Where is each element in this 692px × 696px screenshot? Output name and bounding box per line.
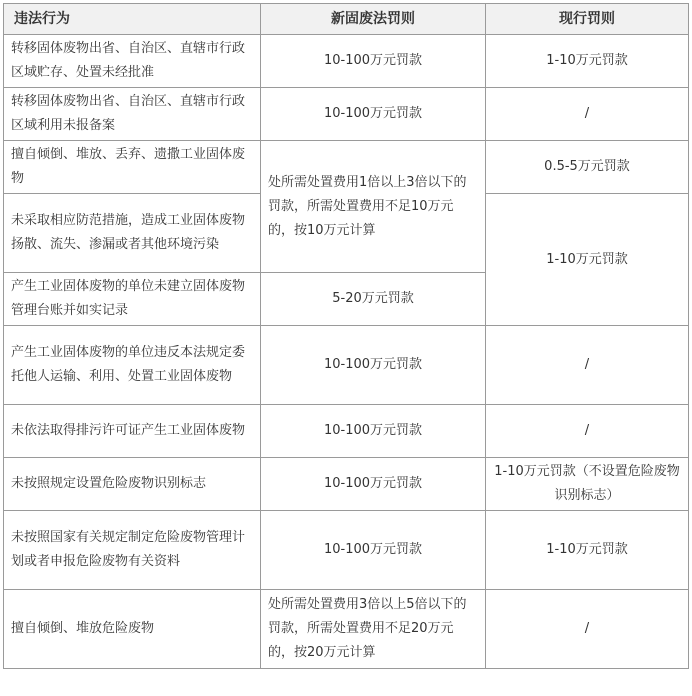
table-row <box>4 88 689 141</box>
violation-cell: 擅自倾倒、堆放、丢弃、遗撒工业固体废物 <box>4 141 261 194</box>
current-cell: / <box>486 590 689 669</box>
current-cell: / <box>486 405 689 458</box>
table-row <box>4 405 689 458</box>
new-law-cell: 处所需处置费用3倍以上5倍以下的罚款，所需处置费用不足20万元的，按20万元计算 <box>261 590 486 669</box>
table-row <box>4 458 689 511</box>
new-law-cell: 10-100万元罚款 <box>261 511 486 590</box>
violation-cell: 未依法取得排污许可证产生工业固体废物 <box>4 405 261 458</box>
current-cell: 1-10万元罚款（不设置危险废物识别标志） <box>486 458 689 511</box>
current-cell: 1-10万元罚款 <box>486 511 689 590</box>
violation-cell: 未采取相应防范措施，造成工业固体废物扬散、流失、渗漏或者其他环境污染 <box>4 194 261 273</box>
table-header-row <box>4 4 689 35</box>
current-cell: 1-10万元罚款 <box>486 194 689 326</box>
header-new-law: 新固废法罚则 <box>261 4 486 35</box>
violation-cell: 转移固体废物出省、自治区、直辖市行政区域利用未报备案 <box>4 88 261 141</box>
violation-cell: 擅自倾倒、堆放危险废物 <box>4 590 261 669</box>
table-row <box>4 35 689 88</box>
new-law-cell: 10-100万元罚款 <box>261 326 486 405</box>
table-row <box>4 511 689 590</box>
violation-cell: 未按照国家有关规定制定危险废物管理计划或者申报危险废物有关资料 <box>4 511 261 590</box>
violation-cell: 未按照规定设置危险废物识别标志 <box>4 458 261 511</box>
new-law-cell: 5-20万元罚款 <box>261 273 486 326</box>
header-current: 现行罚则 <box>486 4 689 35</box>
new-law-cell: 处所需处置费用1倍以上3倍以下的罚款，所需处置费用不足10万元的，按10万元计算 <box>261 141 486 273</box>
table-row <box>4 141 689 194</box>
new-law-cell: 10-100万元罚款 <box>261 35 486 88</box>
current-cell: 0.5-5万元罚款 <box>486 141 689 194</box>
violation-cell: 产生工业固体废物的单位违反本法规定委托他人运输、利用、处置工业固体废物 <box>4 326 261 405</box>
table-row <box>4 326 689 405</box>
current-cell: / <box>486 326 689 405</box>
table-row <box>4 590 689 669</box>
new-law-cell: 10-100万元罚款 <box>261 458 486 511</box>
violation-cell: 转移固体废物出省、自治区、直辖市行政区域贮存、处置未经批准 <box>4 35 261 88</box>
current-cell: 1-10万元罚款 <box>486 35 689 88</box>
penalty-comparison-table <box>3 3 689 669</box>
new-law-cell: 10-100万元罚款 <box>261 405 486 458</box>
current-cell: / <box>486 88 689 141</box>
violation-cell: 产生工业固体废物的单位未建立固体废物管理台账并如实记录 <box>4 273 261 326</box>
new-law-cell: 10-100万元罚款 <box>261 88 486 141</box>
header-violation: 违法行为 <box>4 4 261 35</box>
